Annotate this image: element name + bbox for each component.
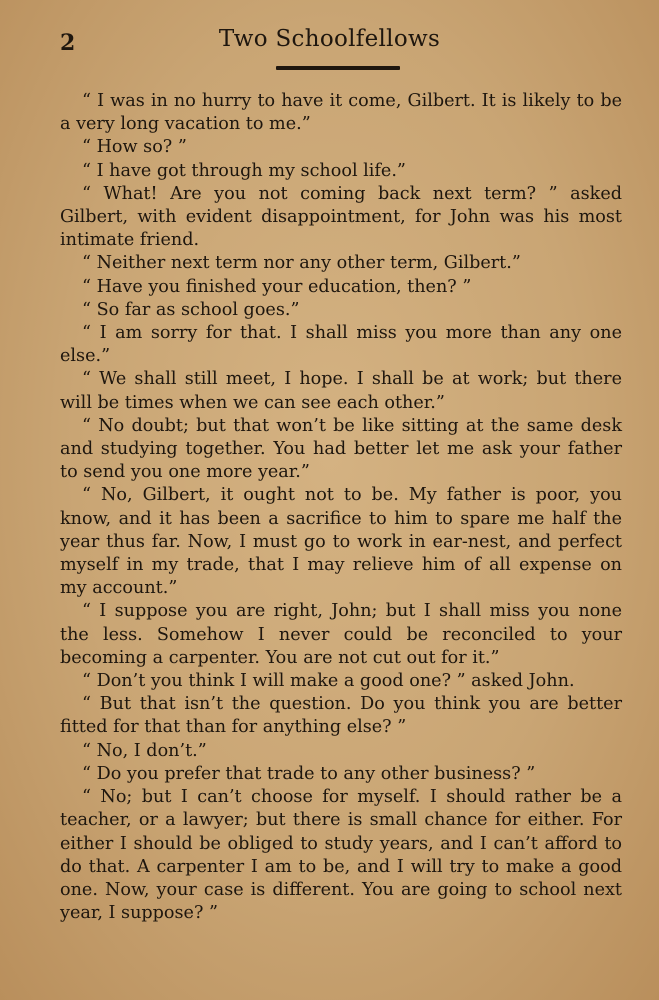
paragraph: “ I was in no hurry to have it come, Gilbert. It is likely to be a very long vacation to me.” xyxy=(60,91,622,135)
paragraph: “ So far as school goes.” xyxy=(82,299,300,320)
paragraph: “ I suppose you are right, John; but I shall miss you none the less. Somehow I never could be reconciled to your becoming a carpenter. You are not cut out for it.” xyxy=(60,601,622,668)
paragraph: “ But that isn’t the question. Do you think you are better fitted for that than for anything else? ” xyxy=(60,694,622,738)
paragraph: “ Don’t you think I will make a good one? ” asked John. xyxy=(82,671,575,692)
paragraph: “ No doubt; but that won’t be like sitting at the same desk and studying together. You had better let me ask your father to send you one more year.” xyxy=(60,415,622,483)
paragraph: “ We shall still meet, I hope. I shall be at work; but there will be times when we can see each other.” xyxy=(60,369,622,413)
body-text xyxy=(60,90,622,925)
running-title: Two Schoolfellows xyxy=(218,26,441,52)
paragraph: “ I have got through my school life.” xyxy=(82,160,406,181)
paragraph: “ No, Gilbert, it ought not to be. My father is poor, you know, and it has been a sacrifice to him to spare me half the year thus far. Now, I must go to work in ear-nest, and perfect myself in my trade, that I may relieve him of all expense on my account.” xyxy=(60,485,622,599)
paragraph: “ How so? ” xyxy=(82,137,187,158)
paragraph: “ I am sorry for that. I shall miss you more than any one else.” xyxy=(60,323,622,367)
paragraph: “ Do you prefer that trade to any other business? ” xyxy=(82,763,536,784)
paragraph: “ No; but I can’t choose for myself. I should rather be a teacher, or a lawyer; but there is small chance for either. For either I should be obliged to study years, and I can’t afford to do that. A carpenter I am to be, and I will try to make a good one. Now, your case is different. You are going to school next year, I suppose? ” xyxy=(60,787,622,924)
paragraph: “ Have you finished your education, then? ” xyxy=(82,276,472,297)
paragraph: “ Neither next term nor any other term, Gilbert.” xyxy=(82,253,521,274)
paragraph: “ What! Are you not coming back next term? ” asked Gilbert, with evident disappointment, for John was his most intimate friend. xyxy=(60,183,622,251)
paragraph: “ No, I don’t.” xyxy=(82,740,207,761)
page-number: 2 xyxy=(60,30,76,56)
header-rule xyxy=(276,66,400,70)
